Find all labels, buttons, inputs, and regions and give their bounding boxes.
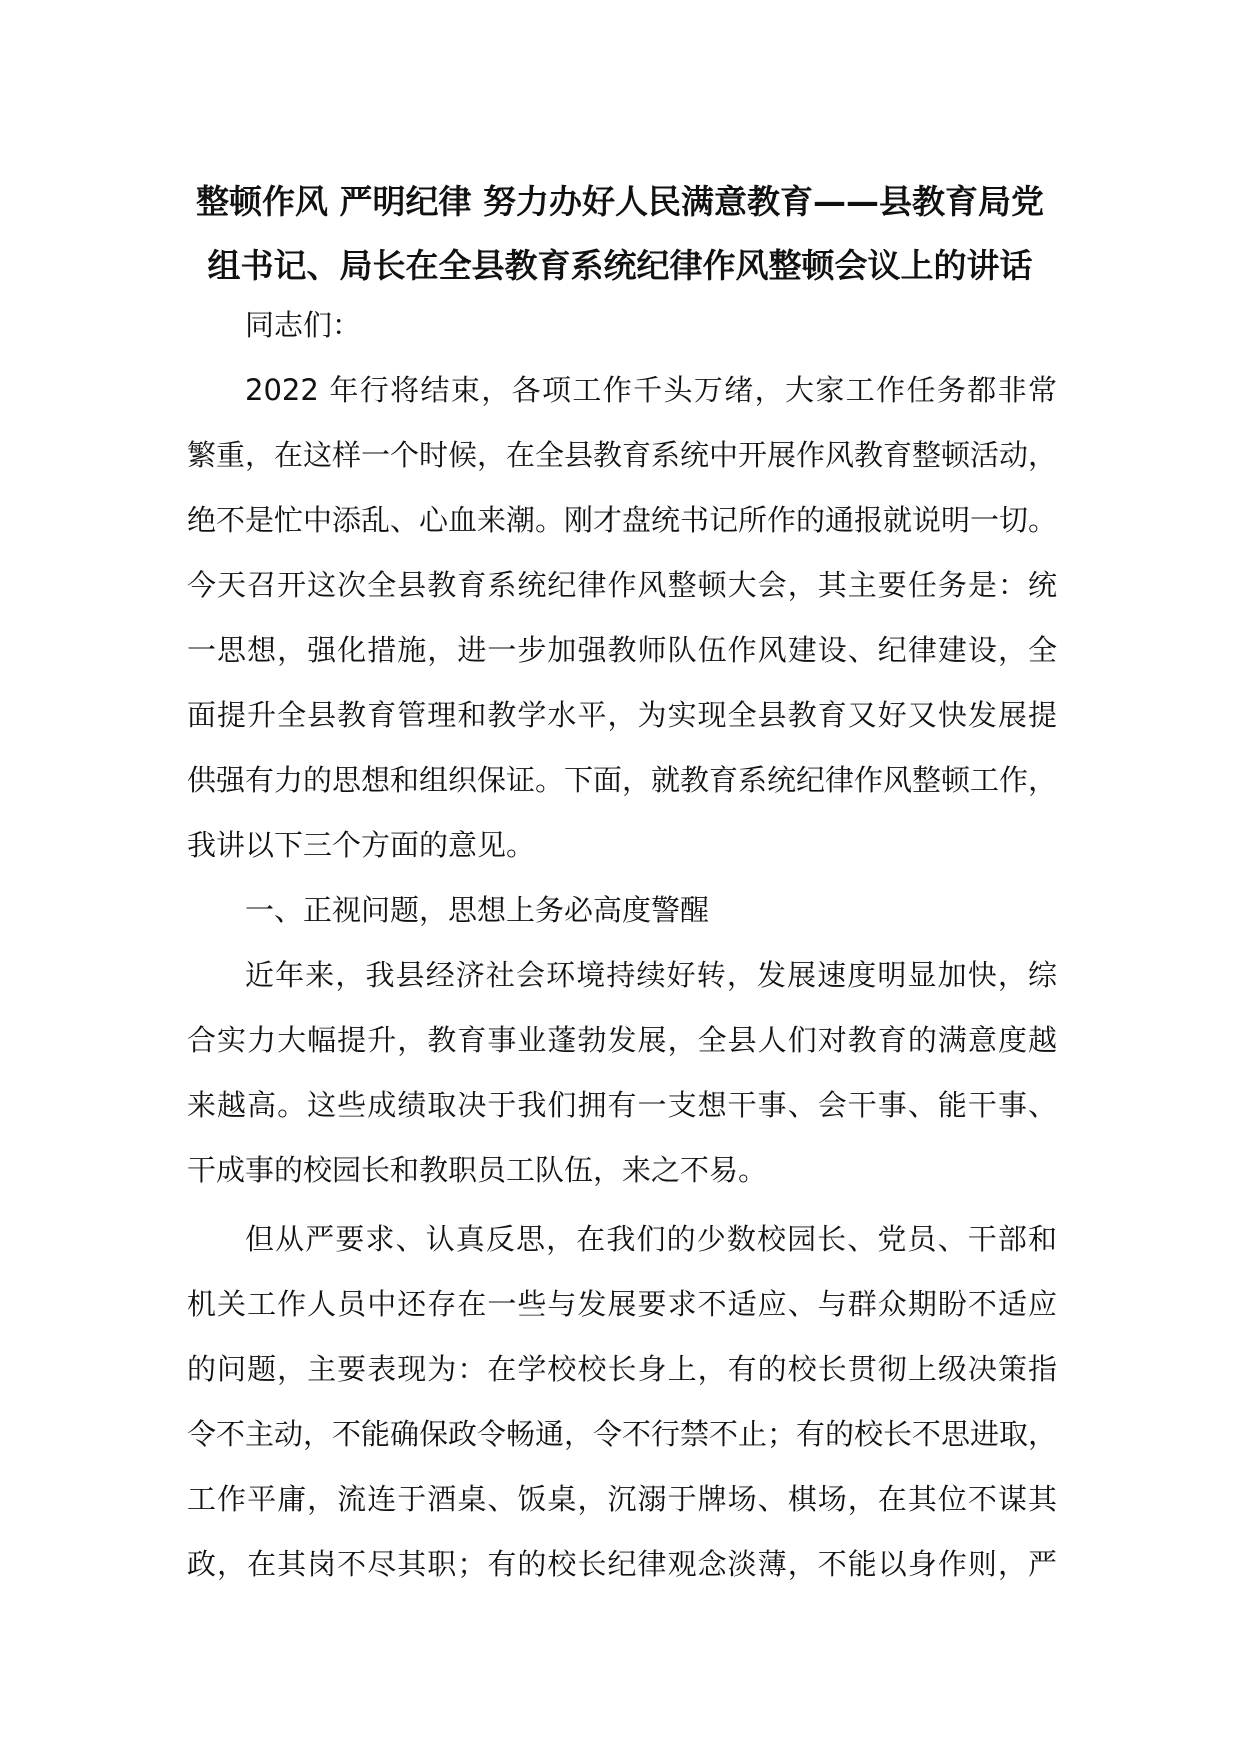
paragraph-line: 合实力大幅提升，教育事业蓬勃发展，全县人们对教育的满意度越 xyxy=(187,1023,1057,1057)
paragraph-line: 繁重，在这样一个时候，在全县教育系统中开展作风教育整顿活动， xyxy=(187,438,1058,472)
paragraph-line: 工作平庸，流连于酒桌、饭桌，沉溺于牌场、棋场，在其位不谋其 xyxy=(187,1482,1057,1516)
section-heading: 一、正视问题，思想上务必高度警醒 xyxy=(245,893,710,927)
paragraph-line: 的问题，主要表现为：在学校校长身上，有的校长贯彻上级决策指 xyxy=(187,1352,1057,1386)
paragraph-line: 面提升全县教育管理和教学水平，为实现全县教育又好又快发展提 xyxy=(187,698,1057,732)
paragraph-line: 干成事的校园长和教职员工队伍，来之不易。 xyxy=(187,1153,768,1187)
paragraph xyxy=(187,358,1057,878)
paragraph-line: 近年来，我县经济社会环境持续好转，发展速度明显加快，综 xyxy=(245,958,1057,992)
paragraph-line: 但从严要求、认真反思，在我们的少数校园长、党员、干部和 xyxy=(245,1222,1057,1256)
paragraph-line: 政，在其岗不尽其职；有的校长纪律观念淡薄，不能以身作则，严 xyxy=(187,1547,1057,1581)
salutation: 同志们： xyxy=(245,308,362,342)
paragraph-line: 供强有力的思想和组织保证。下面，就教育系统纪律作风整顿工作， xyxy=(187,763,1058,797)
document-title xyxy=(180,170,1060,298)
title-line: 组书记、局长在全县教育系统纪律作风整顿会议上的讲话 xyxy=(207,246,1033,285)
document-body xyxy=(187,293,1057,1597)
paragraph-line: 机关工作人员中还存在一些与发展要求不适应、与群众期盼不适应 xyxy=(187,1287,1057,1321)
paragraph-line: 今天召开这次全县教育系统纪律作风整顿大会，其主要任务是：统 xyxy=(187,568,1057,602)
paragraph-line: 来越高。这些成绩取决于我们拥有一支想干事、会干事、能干事、 xyxy=(187,1088,1057,1122)
paragraph-line: 我讲以下三个方面的意见。 xyxy=(187,828,536,862)
paragraph-line: 令不主动，不能确保政令畅通，令不行禁不止；有的校长不思进取， xyxy=(187,1417,1058,1451)
paragraph-line: 绝不是忙中添乱、心血来潮。刚才盘统书记所作的通报就说明一切。 xyxy=(187,503,1058,537)
paragraph-line: 2022 年行将结束，各项工作千头万绪，大家工作任务都非常 xyxy=(245,373,1057,407)
paragraph xyxy=(187,1207,1057,1597)
title-line: 整顿作风 严明纪律 努力办好人民满意教育——县教育局党 xyxy=(196,182,1044,221)
paragraph-line: 一思想，强化措施，进一步加强教师队伍作风建设、纪律建设，全 xyxy=(187,633,1057,667)
paragraph xyxy=(187,943,1057,1203)
